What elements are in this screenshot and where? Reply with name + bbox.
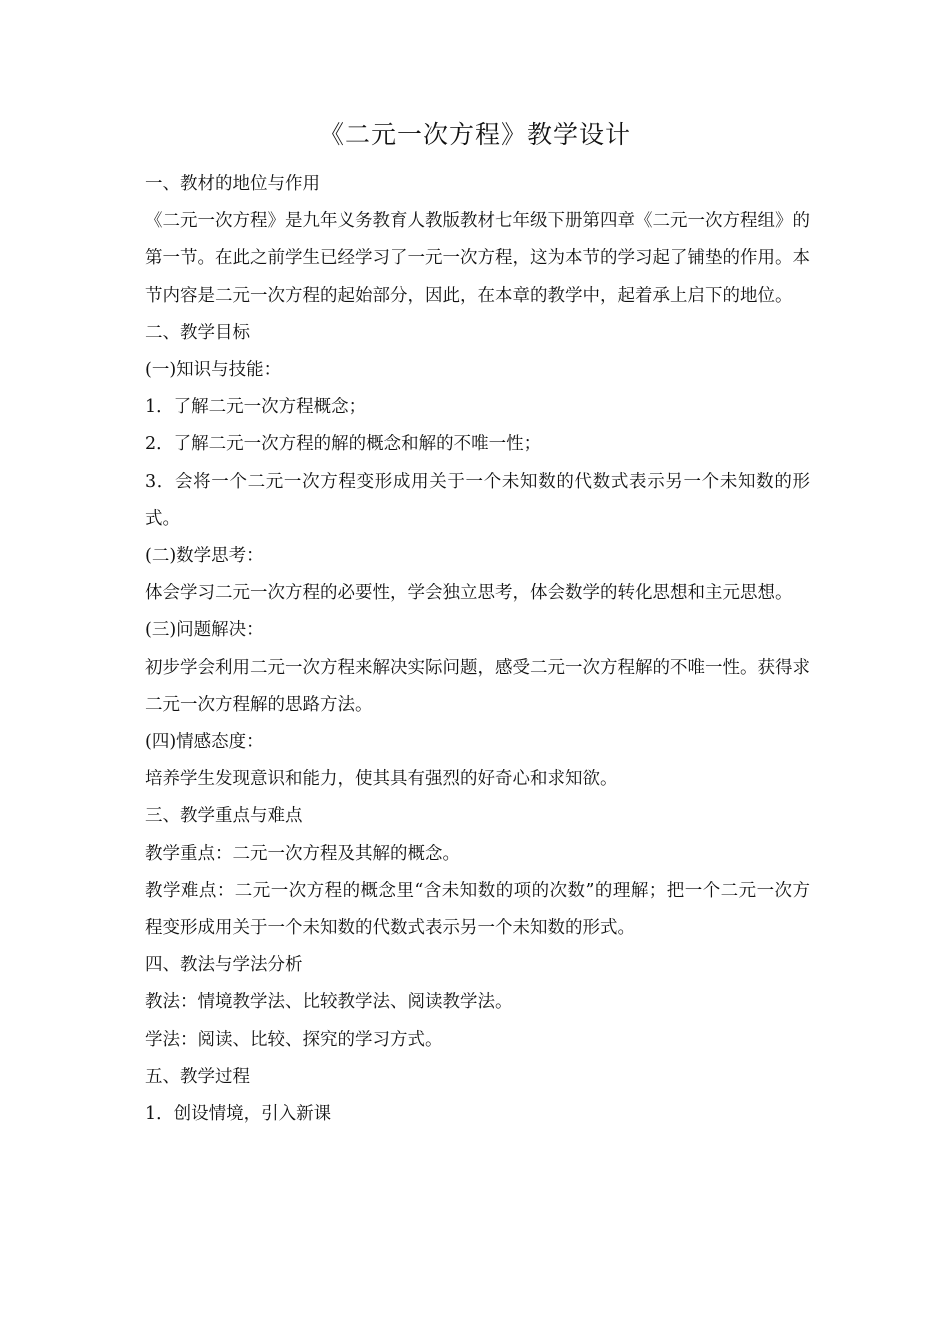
paragraph-learning-method: 学法：阅读、比较、探究的学习方式。	[145, 1029, 443, 1050]
paragraph-key-point: 教学重点：二元一次方程及其解的概念。	[145, 843, 460, 864]
document-title: 《二元一次方程》教学设计	[318, 120, 631, 149]
section-heading-4: 四、教法与学法分析	[145, 955, 303, 976]
paragraph-teaching-method: 教法：情境教学法、比较教学法、阅读教学法。	[145, 992, 513, 1013]
section-heading-3: 三、教学重点与难点	[145, 806, 303, 827]
document-body	[145, 166, 810, 1133]
section-heading-5: 五、教学过程	[145, 1066, 250, 1087]
subheading-emotion-attitude: (四)情感态度：	[145, 732, 264, 753]
paragraph-difficult-point: 教学难点：二元一次方程的概念里“含未知数的项的次数”的理解；把一个二元一次方程变形成用关于一个未知数的代数式表示另一个未知数的形式。	[145, 880, 810, 939]
paragraph-material-role: 《二元一次方程》是九年义务教育人教版教材七年级下册第四章《二元一次方程组》的第一节。在此之前学生已经学习了一元一次方程，这为本节的学习起了铺垫的作用。本节内容是二元一次方程的起始部分，因此，在本章的教学中，起着承上启下的地位。	[145, 211, 810, 306]
paragraph-math-thinking: 体会学习二元一次方程的必要性，学会独立思考，体会数学的转化思想和主元思想。	[145, 583, 793, 604]
paragraph-emotion-attitude: 培养学生发现意识和能力，使其具有强烈的好奇心和求知欲。	[145, 769, 618, 790]
section-heading-2: 二、教学目标	[145, 322, 250, 343]
list-item-1: 1．了解二元一次方程概念；	[145, 397, 367, 418]
subheading-math-thinking: (二)数学思考：	[145, 546, 264, 567]
subheading-problem-solving: (三)问题解决：	[145, 620, 264, 641]
list-item-2: 2．了解二元一次方程的解的概念和解的不唯一性；	[145, 434, 542, 455]
section-heading-1: 一、教材的地位与作用	[145, 174, 320, 194]
list-item-process-1: 1．创设情境，引入新课	[145, 1104, 332, 1125]
subheading-knowledge-skills: (一)知识与技能：	[145, 360, 282, 381]
paragraph-problem-solving: 初步学会利用二元一次方程来解决实际问题，感受二元一次方程解的不唯一性。获得求二元一次方程解的思路方法。	[145, 657, 810, 715]
list-item-3: 3．会将一个二元一次方程变形成用关于一个未知数的代数式表示另一个未知数的形式。	[145, 471, 810, 529]
